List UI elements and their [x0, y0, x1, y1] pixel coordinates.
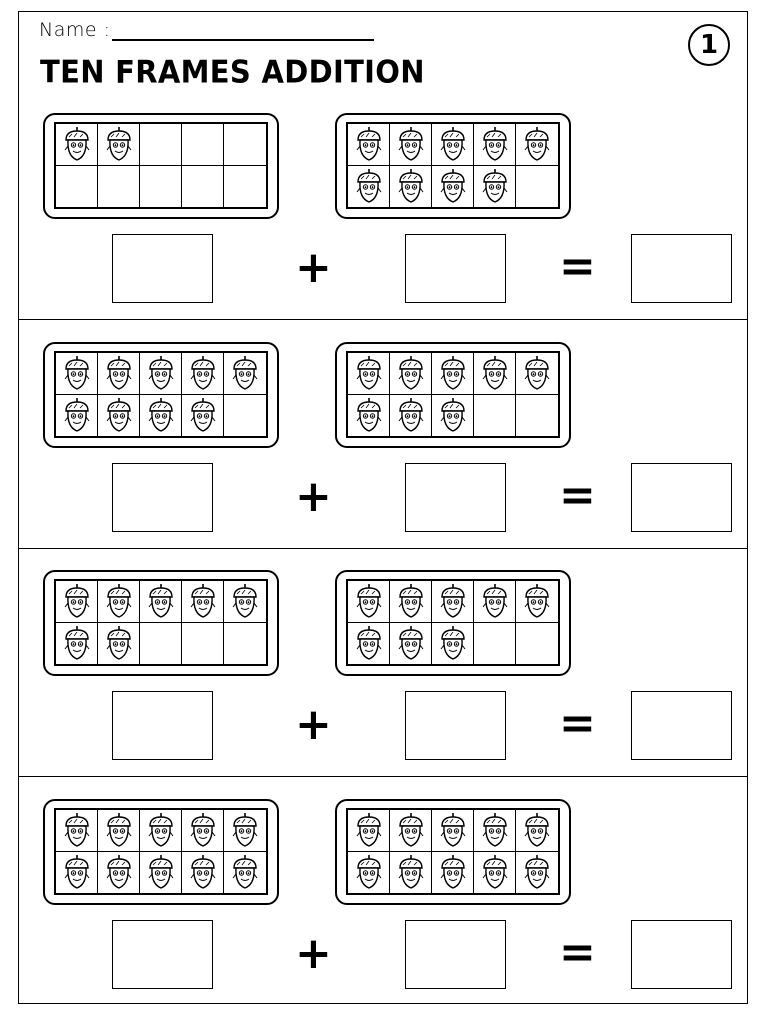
- acorn-icon: [397, 168, 425, 204]
- ten-frame-cell: [98, 581, 140, 623]
- acorn-icon: [147, 854, 175, 890]
- ten-frame-grid: [346, 808, 560, 895]
- ten-frame-cell: [140, 395, 182, 437]
- ten-frame-cell: [224, 353, 266, 395]
- acorn-icon: [523, 583, 551, 619]
- ten-frame-cell: [432, 124, 474, 166]
- acorn-icon: [439, 583, 467, 619]
- ten-frame-cell: [182, 395, 224, 437]
- acorn-icon: [105, 397, 133, 433]
- ten-frame-cell: [432, 623, 474, 665]
- name-label: Name :: [39, 19, 111, 41]
- plus-sign: +: [295, 242, 332, 293]
- acorn-icon: [523, 854, 551, 890]
- acorn-icon: [355, 583, 383, 619]
- acorn-icon: [147, 355, 175, 391]
- ten-frame-grid: [54, 808, 268, 895]
- acorn-icon: [63, 854, 91, 890]
- ten-frame-cell: [140, 852, 182, 894]
- ten-frame-cell: [98, 124, 140, 166]
- ten-frame-cell: [432, 852, 474, 894]
- addend-1-answer-box[interactable]: [112, 463, 213, 532]
- ten-frame-cell: [56, 395, 98, 437]
- plus-sign: +: [295, 928, 332, 979]
- ten-frame-grid: [54, 579, 268, 666]
- ten-frame-grid: [346, 351, 560, 438]
- ten-frame-cell: [474, 581, 516, 623]
- equals-sign: =: [559, 927, 596, 978]
- ten-frame-cell: [348, 852, 390, 894]
- equals-sign: =: [559, 470, 596, 521]
- ten-frame-cell: [224, 124, 266, 166]
- page-number-badge: 1: [688, 24, 730, 66]
- ten-frame-cell: [348, 581, 390, 623]
- equals-sign: =: [559, 241, 596, 292]
- ten-frame-cell: [140, 623, 182, 665]
- ten-frame-cell: [56, 852, 98, 894]
- ten-frame-cell: [182, 623, 224, 665]
- ten-frame-cell: [98, 395, 140, 437]
- ten-frame-cell: [348, 810, 390, 852]
- ten-frame-cell: [224, 166, 266, 208]
- addend-1-answer-box[interactable]: [112, 234, 213, 303]
- ten-frame-cell: [348, 623, 390, 665]
- ten-frame-cell: [224, 852, 266, 894]
- left-ten-frame: [43, 113, 279, 219]
- equals-sign: =: [559, 698, 596, 749]
- left-ten-frame: [43, 570, 279, 676]
- ten-frame-cell: [516, 852, 558, 894]
- acorn-icon: [481, 812, 509, 848]
- plus-sign: +: [295, 699, 332, 750]
- ten-frame-cell: [182, 124, 224, 166]
- acorn-icon: [105, 126, 133, 162]
- right-ten-frame: [335, 570, 571, 676]
- acorn-icon: [355, 854, 383, 890]
- ten-frame-cell: [516, 353, 558, 395]
- ten-frame-cell: [474, 623, 516, 665]
- ten-frame-cell: [56, 623, 98, 665]
- sum-answer-box[interactable]: [631, 691, 732, 760]
- ten-frame-cell: [348, 395, 390, 437]
- acorn-icon: [397, 625, 425, 661]
- ten-frame-cell: [390, 581, 432, 623]
- addend-1-answer-box[interactable]: [112, 691, 213, 760]
- acorn-icon: [105, 583, 133, 619]
- acorn-icon: [355, 355, 383, 391]
- addend-2-answer-box[interactable]: [405, 463, 506, 532]
- ten-frame-cell: [98, 353, 140, 395]
- addend-2-answer-box[interactable]: [405, 920, 506, 989]
- ten-frame-cell: [98, 623, 140, 665]
- addend-1-answer-box[interactable]: [112, 920, 213, 989]
- ten-frame-cell: [390, 395, 432, 437]
- ten-frame-cell: [98, 810, 140, 852]
- acorn-icon: [355, 168, 383, 204]
- acorn-icon: [189, 812, 217, 848]
- ten-frame-cell: [56, 124, 98, 166]
- page-title: TEN FRAMES ADDITION: [40, 54, 425, 91]
- ten-frame-grid: [54, 122, 268, 209]
- ten-frame-cell: [516, 810, 558, 852]
- ten-frame-cell: [182, 581, 224, 623]
- acorn-icon: [355, 126, 383, 162]
- worksheet: [18, 11, 748, 1004]
- ten-frame-cell: [140, 810, 182, 852]
- ten-frame-cell: [98, 852, 140, 894]
- acorn-icon: [523, 812, 551, 848]
- acorn-icon: [523, 126, 551, 162]
- ten-frame-cell: [182, 810, 224, 852]
- acorn-icon: [355, 397, 383, 433]
- acorn-icon: [63, 583, 91, 619]
- ten-frame-cell: [390, 166, 432, 208]
- ten-frame-cell: [390, 353, 432, 395]
- acorn-icon: [439, 126, 467, 162]
- right-ten-frame: [335, 799, 571, 905]
- ten-frame-cell: [516, 124, 558, 166]
- acorn-icon: [63, 812, 91, 848]
- acorn-icon: [481, 583, 509, 619]
- acorn-icon: [189, 355, 217, 391]
- acorn-icon: [63, 625, 91, 661]
- acorn-icon: [63, 355, 91, 391]
- acorn-icon: [481, 854, 509, 890]
- acorn-icon: [439, 397, 467, 433]
- right-ten-frame: [335, 113, 571, 219]
- acorn-icon: [439, 168, 467, 204]
- ten-frame-cell: [140, 353, 182, 395]
- acorn-icon: [439, 854, 467, 890]
- acorn-icon: [397, 583, 425, 619]
- sum-answer-box[interactable]: [631, 920, 732, 989]
- acorn-icon: [439, 355, 467, 391]
- ten-frame-cell: [140, 124, 182, 166]
- acorn-icon: [397, 126, 425, 162]
- acorn-icon: [231, 583, 259, 619]
- acorn-icon: [147, 397, 175, 433]
- acorn-icon: [147, 583, 175, 619]
- ten-frame-cell: [224, 395, 266, 437]
- sum-answer-box[interactable]: [631, 234, 732, 303]
- name-field[interactable]: [112, 39, 374, 41]
- row-divider: [19, 548, 747, 549]
- ten-frame-cell: [516, 581, 558, 623]
- acorn-icon: [189, 854, 217, 890]
- ten-frame-cell: [348, 353, 390, 395]
- ten-frame-grid: [346, 122, 560, 209]
- ten-frame-cell: [474, 166, 516, 208]
- left-ten-frame: [43, 342, 279, 448]
- right-ten-frame: [335, 342, 571, 448]
- acorn-icon: [147, 812, 175, 848]
- acorn-icon: [231, 854, 259, 890]
- acorn-icon: [439, 625, 467, 661]
- ten-frame-cell: [182, 166, 224, 208]
- ten-frame-cell: [140, 166, 182, 208]
- acorn-icon: [105, 355, 133, 391]
- acorn-icon: [63, 126, 91, 162]
- acorn-icon: [397, 397, 425, 433]
- ten-frame-cell: [516, 166, 558, 208]
- ten-frame-grid: [54, 351, 268, 438]
- ten-frame-cell: [182, 353, 224, 395]
- ten-frame-cell: [140, 581, 182, 623]
- ten-frame-cell: [516, 623, 558, 665]
- acorn-icon: [397, 854, 425, 890]
- addend-2-answer-box[interactable]: [405, 234, 506, 303]
- ten-frame-cell: [390, 810, 432, 852]
- plus-sign: +: [295, 471, 332, 522]
- row-divider: [19, 319, 747, 320]
- ten-frame-cell: [432, 395, 474, 437]
- ten-frame-grid: [346, 579, 560, 666]
- acorn-icon: [397, 812, 425, 848]
- ten-frame-cell: [56, 353, 98, 395]
- ten-frame-cell: [56, 581, 98, 623]
- acorn-icon: [481, 355, 509, 391]
- acorn-icon: [63, 397, 91, 433]
- acorn-icon: [231, 355, 259, 391]
- acorn-icon: [355, 625, 383, 661]
- ten-frame-cell: [56, 810, 98, 852]
- ten-frame-cell: [516, 395, 558, 437]
- ten-frame-cell: [224, 810, 266, 852]
- ten-frame-cell: [474, 124, 516, 166]
- acorn-icon: [481, 168, 509, 204]
- ten-frame-cell: [224, 581, 266, 623]
- ten-frame-cell: [390, 623, 432, 665]
- acorn-icon: [397, 355, 425, 391]
- ten-frame-cell: [390, 124, 432, 166]
- ten-frame-cell: [432, 581, 474, 623]
- ten-frame-cell: [474, 353, 516, 395]
- addend-2-answer-box[interactable]: [405, 691, 506, 760]
- ten-frame-cell: [432, 166, 474, 208]
- ten-frame-cell: [432, 810, 474, 852]
- acorn-icon: [523, 355, 551, 391]
- ten-frame-cell: [474, 810, 516, 852]
- acorn-icon: [189, 583, 217, 619]
- ten-frame-cell: [432, 353, 474, 395]
- ten-frame-cell: [182, 852, 224, 894]
- ten-frame-cell: [474, 852, 516, 894]
- row-divider: [19, 776, 747, 777]
- ten-frame-cell: [98, 166, 140, 208]
- ten-frame-cell: [224, 623, 266, 665]
- ten-frame-cell: [348, 124, 390, 166]
- ten-frame-cell: [474, 395, 516, 437]
- left-ten-frame: [43, 799, 279, 905]
- acorn-icon: [481, 126, 509, 162]
- acorn-icon: [439, 812, 467, 848]
- acorn-icon: [189, 397, 217, 433]
- ten-frame-cell: [348, 166, 390, 208]
- sum-answer-box[interactable]: [631, 463, 732, 532]
- ten-frame-cell: [390, 852, 432, 894]
- ten-frame-cell: [56, 166, 98, 208]
- acorn-icon: [355, 812, 383, 848]
- acorn-icon: [231, 812, 259, 848]
- acorn-icon: [105, 812, 133, 848]
- acorn-icon: [105, 625, 133, 661]
- acorn-icon: [105, 854, 133, 890]
